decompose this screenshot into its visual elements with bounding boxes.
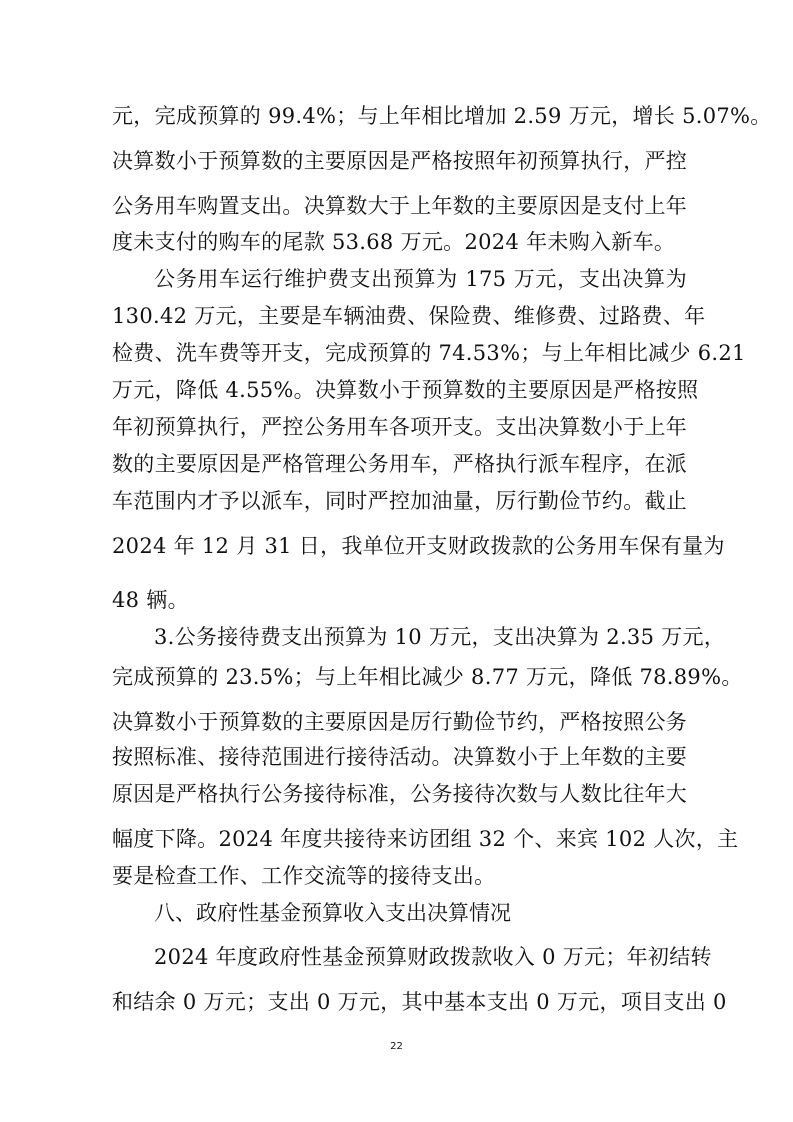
body-text-line: 按照标准、接待范围进行接待活动。决算数小于上年数的主要	[112, 745, 688, 769]
body-text-line: 要是检查工作、工作交流等的接待支出。	[112, 864, 496, 888]
body-text-line: 车范围内才予以派车，同时严控加油量，厉行勤俭节约。截止	[112, 489, 688, 513]
body-text-line: 万元，降低 4.55%。决算数小于预算数的主要原因是严格按照	[112, 378, 699, 402]
body-text-line: 2024 年 12 月 31 日，我单位开支财政拨款的公务用车保有量为	[112, 534, 725, 558]
page-number: 22	[390, 1041, 403, 1052]
section-heading: 八、政府性基金预算收入支出决算情况	[154, 901, 511, 925]
body-text-line: 3.公务接待费支出预算为 10 万元，支出决算为 2.35 万元，	[154, 625, 726, 649]
body-text-line: 决算数小于预算数的主要原因是厉行勤俭节约，严格按照公务	[112, 710, 688, 734]
body-text-line: 决算数小于预算数的主要原因是严格按照年初预算执行，严控	[112, 149, 688, 173]
body-text-line: 公务用车购置支出。决算数大于上年数的主要原因是支付上年	[112, 194, 688, 218]
body-text-line: 完成预算的 23.5%；与上年相比减少 8.77 万元，降低 78.89%。	[112, 665, 743, 689]
body-text-line: 年初预算执行，严控公务用车各项开支。支出决算数小于上年	[112, 415, 688, 439]
body-text-line: 130.42 万元，主要是车辆油费、保险费、维修费、过路费、年	[112, 304, 706, 328]
body-text-line: 数的主要原因是严格管理公务用车，严格执行派车程序，在派	[112, 452, 688, 476]
body-text-line: 2024 年度政府性基金预算财政拨款收入 0 万元；年初结转	[154, 945, 712, 969]
body-text-line: 幅度下降。2024 年度共接待来访团组 32 个、来宾 102 人次，主	[112, 827, 739, 851]
body-text-line: 48 辆。	[112, 588, 189, 612]
body-text-line: 和结余 0 万元；支出 0 万元，其中基本支出 0 万元，项目支出 0	[112, 990, 727, 1014]
body-text-line: 原因是严格执行公务接待标准，公务接待次数与人数比往年大	[112, 782, 688, 806]
body-text-line: 公务用车运行维护费支出预算为 175 万元，支出决算为	[154, 267, 687, 291]
body-text-line: 度未支付的购车的尾款 53.68 万元。2024 年未购入新车。	[112, 230, 676, 254]
body-text-line: 检费、洗车费等开支，完成预算的 74.53%；与上年相比减少 6.21	[112, 341, 746, 365]
body-text-line: 元，完成预算的 99.4%；与上年相比增加 2.59 万元，增长 5.07%。	[112, 104, 772, 128]
